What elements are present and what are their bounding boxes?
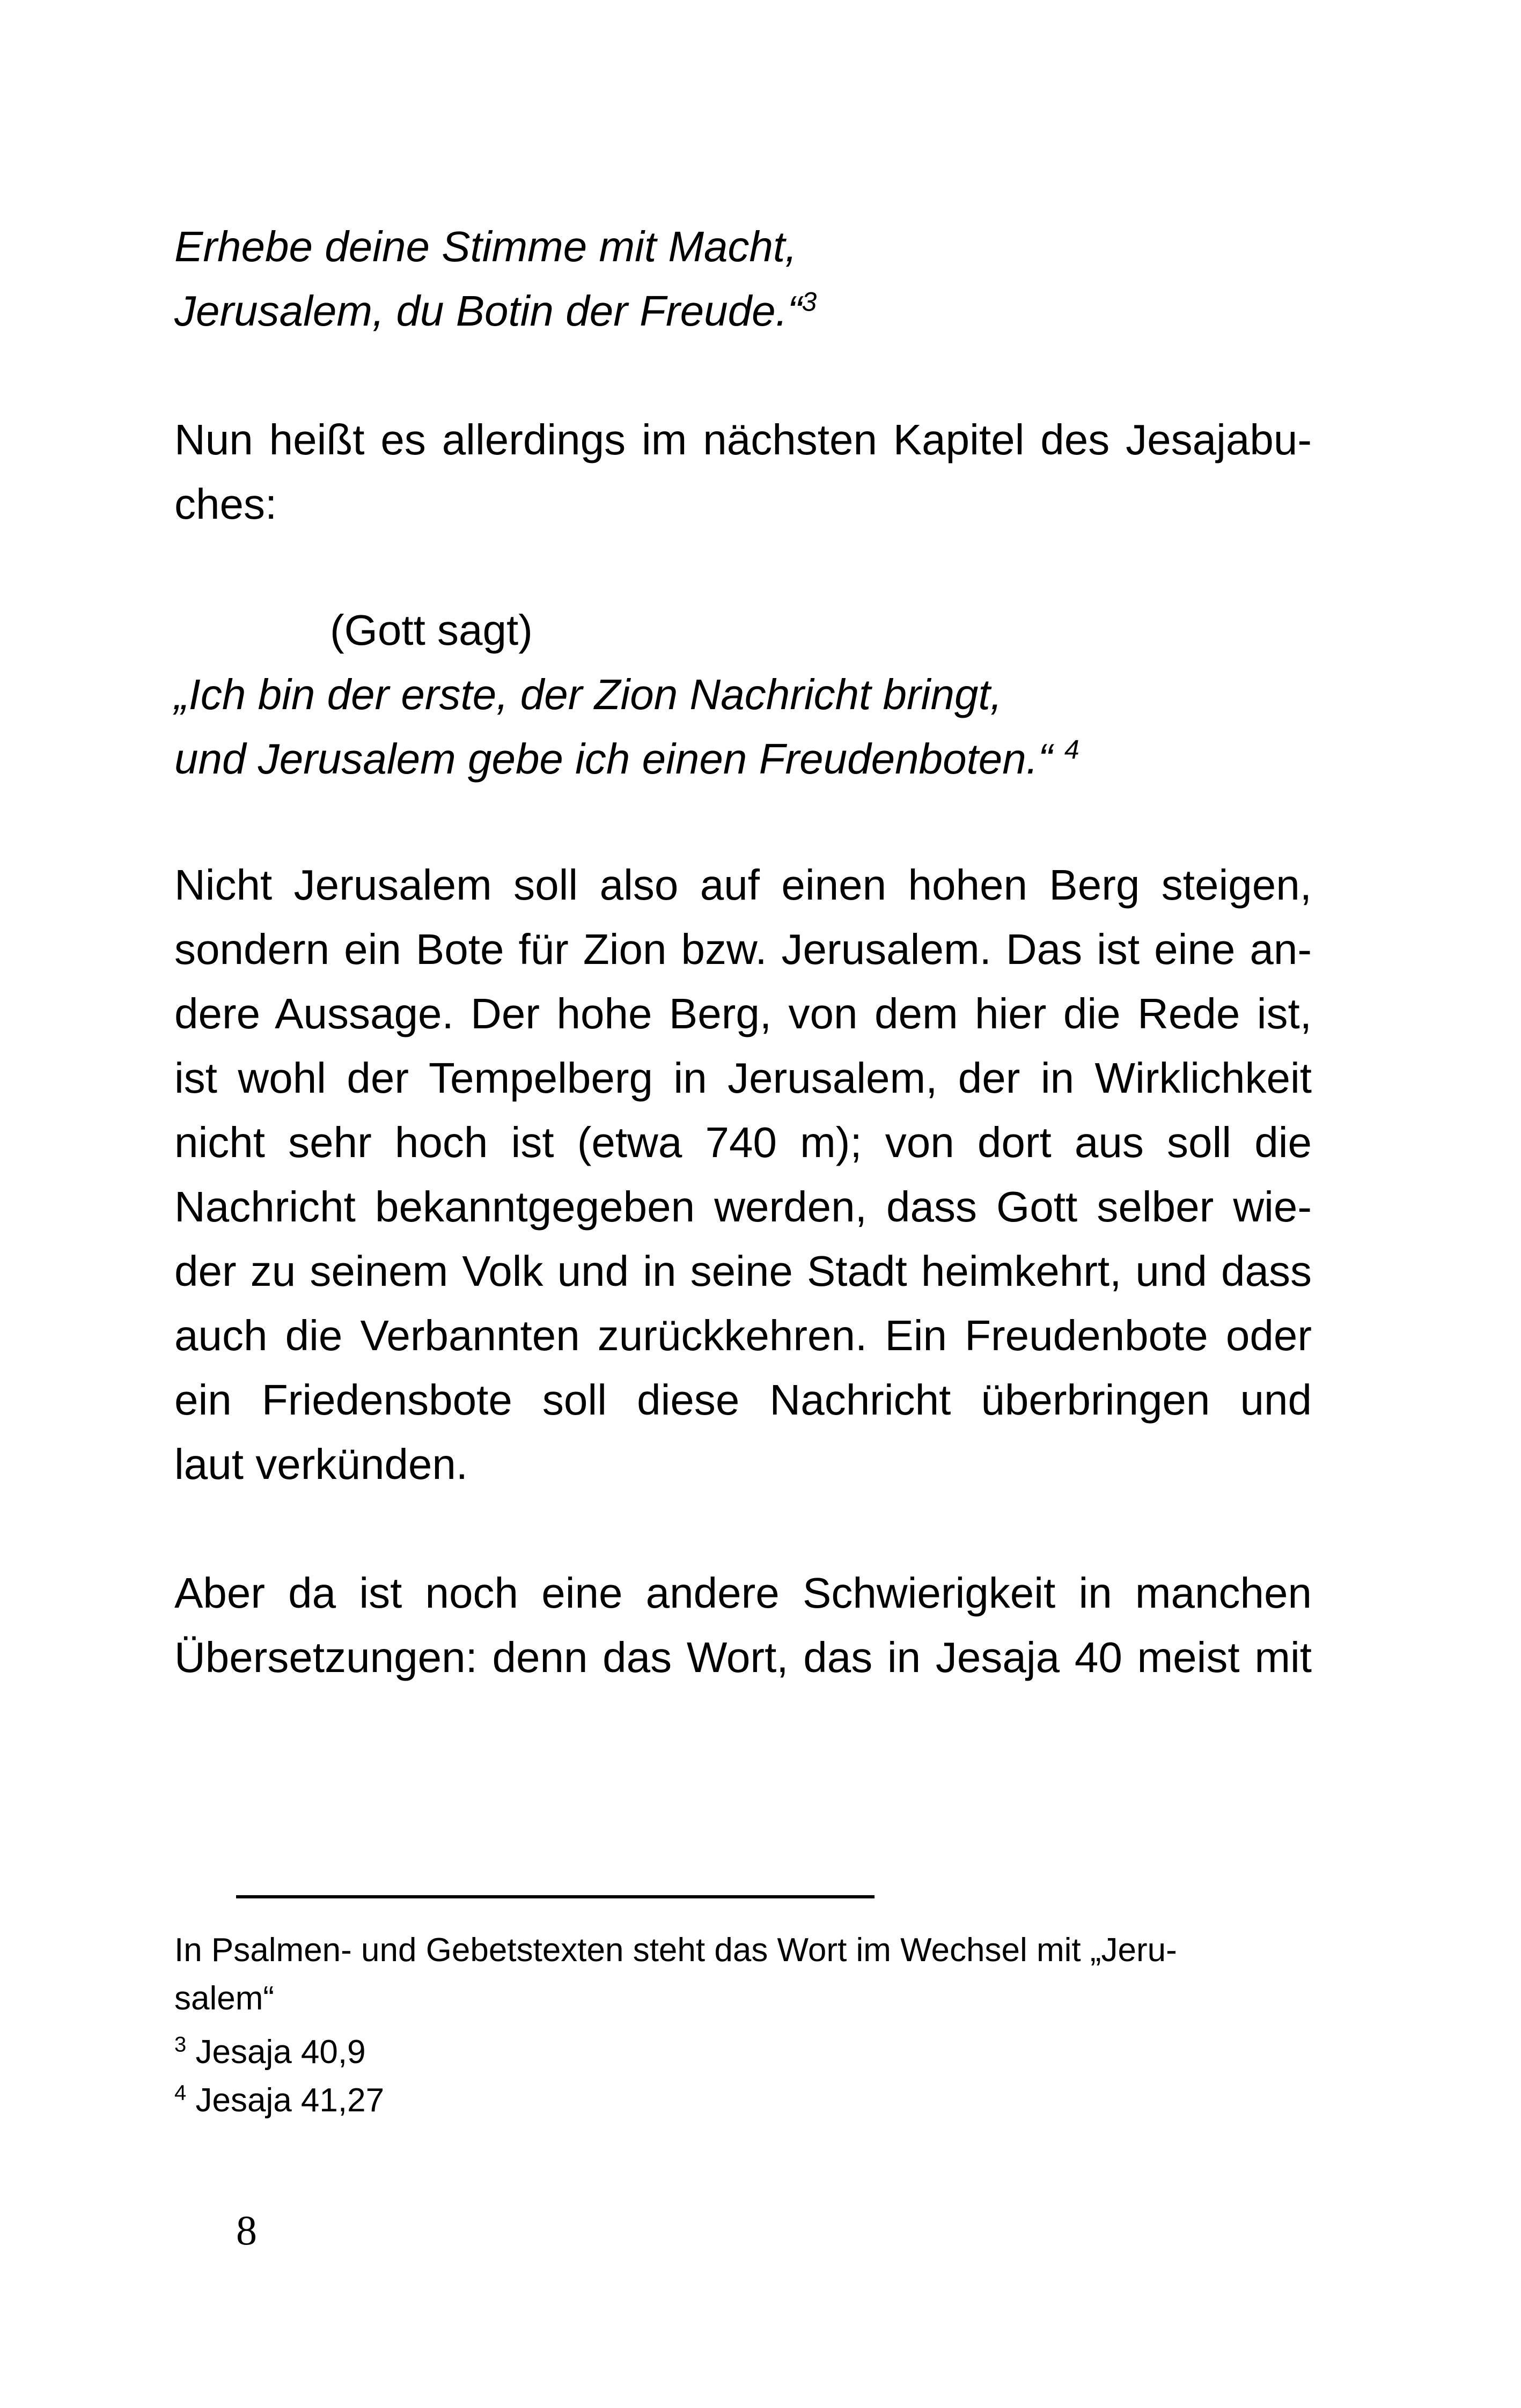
- footnote-ref-4: 4: [1064, 734, 1079, 765]
- quote2-line1: „Ich bin der erste, der Zion Nachricht bringt,: [174, 671, 1002, 718]
- para2-line7: der zu seinem Volk und in seine Stadt heimkehrt, und dass: [174, 1247, 1312, 1295]
- footnote-continued-line2: salem“: [174, 1980, 275, 2017]
- para2-line3: dere Aussage. Der hohe Berg, von dem hier die Rede ist,: [174, 990, 1312, 1037]
- para2-line6: Nachricht bekanntgegeben werden, dass Gott selber wie-: [174, 1183, 1312, 1231]
- quote2-speaker: (Gott sagt): [330, 606, 533, 654]
- footnote-4-marker: 4: [174, 2081, 187, 2105]
- footnote-3: $^3$ Jesaja 40,9: [174, 2033, 366, 2071]
- para2-line4: ist wohl der Tempelberg in Jerusalem, der in Wirklichkeit: [174, 1054, 1312, 1102]
- para2-line8: auch die Verbannten zurückkehren. Ein Freudenbote oder: [174, 1312, 1312, 1359]
- para1-line2: ches:: [174, 480, 277, 528]
- quote1-line2: Jerusalem, du Botin der Freude.“$^3$: [174, 286, 817, 335]
- footnote-separator: [236, 1895, 875, 1898]
- quote1-line1: Erhebe deine Stimme mit Macht,: [174, 223, 797, 270]
- para3-line2: Übersetzungen: denn das Wort, das in Jesaja 40 meist mit: [174, 1633, 1312, 1681]
- para2-line10: laut verkünden.: [174, 1440, 468, 1488]
- para2-line9: ein Friedensbote soll diese Nachricht überbringen und: [174, 1376, 1312, 1424]
- footnote-3-marker: 3: [174, 2033, 187, 2057]
- footnote-4: $^4$ Jesaja 41,27: [174, 2081, 385, 2119]
- para2-line5: nicht sehr hoch ist (etwa 740 m); von dort aus soll die: [174, 1118, 1312, 1166]
- para2-line2: sondern ein Bote für Zion bzw. Jerusalem. Das ist eine an-: [174, 925, 1312, 973]
- para1-line1: Nun heißt es allerdings im nächsten Kapitel des Jesajabu-: [174, 416, 1312, 463]
- para2-line1: Nicht Jerusalem soll also auf einen hohen Berg steigen,: [174, 861, 1312, 909]
- footnote-continued-line1: In Psalmen- und Gebetstexten steht das Wort im Wechsel mit „Jeru-: [174, 1932, 1177, 1969]
- footnote-ref-3: 3: [802, 286, 817, 317]
- para3-line1: Aber da ist noch eine andere Schwierigkeit in manchen: [174, 1569, 1312, 1617]
- quote2-line2: und Jerusalem gebe ich einen Freudenboten.“ $^4$: [174, 734, 1079, 783]
- page-number: 8: [236, 2207, 257, 2254]
